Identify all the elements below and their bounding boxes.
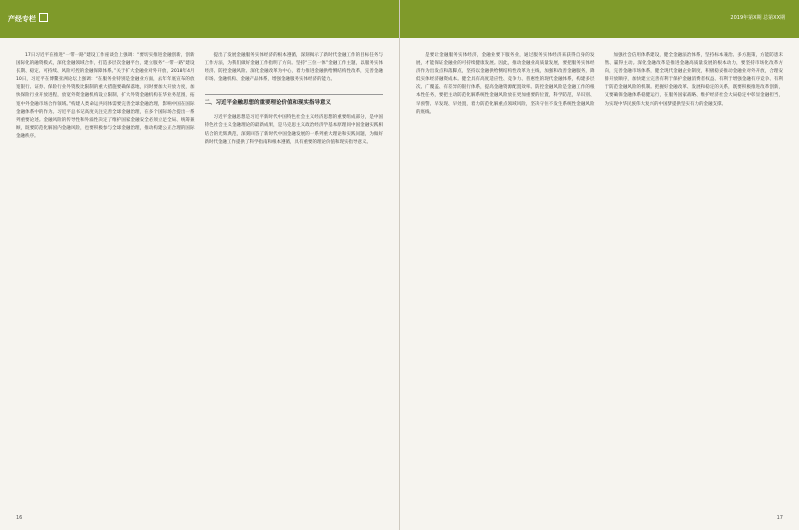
header-bar-right xyxy=(400,0,799,38)
column-brand: 产经专栏 xyxy=(8,13,48,24)
left-column-1: 17日习近平在推进“一带一路”建设工作座谈会上强调：“要切实推进金融创新，创新国际化的融资模式，深化金融领域合作，打造多层次金融平台，建立服务“一带一路”建设长期、稳定、可持续、风险可控的金融保障体系。”关于扩大金融业对外开放，2018年4月10日，习近平在博鳌亚洲论坛上强调：“在服务业特别是金融业方面，去年年底宣布的放宽银行、证券、保险行业外资股比限制的重大措施要确保落地，同时要加大开放力度，加快保险行业开放进程，放宽外资金融机构设立限制，扩大外资金融机构在华业务范围，拓宽中外金融市场合作领域。”构建人类命运共同体需要完善全球金融治理，影响中国在国际金融体系中的作为。习近平总书记高度关注完善全球金融治理，在多个国际场合提出一系列重要论述。金融风险的传导性和外溢性决定了维护国家金融安全必须立足全局、统筹兼顾，既要防范化解国内金融风险，也要积极参与全球金融治理，推动构建公正合理的国际金融秩序。 xyxy=(16,53,195,139)
right-column-1: 是要让金融服务实体经济，金融业要下服务业，通过服务实体经济来获得自身的发展，才能保证金融业的可持续健康发展。因此，推动金融业高质量发展，要把服务实体经济作为出发点和落脚点，坚持以金融供给侧结构性改革为主线，加强和改善金融服务，降低实体经济融资成本。健全具有高度适应性、竞争力、普惠性的现代金融体系，构建多层次、广覆盖、有差异的银行体系，提高金融资源配置效率。防控金融风险是金融工作的根本性任务，要把主动防范化解系统性金融风险放在更加重要的位置，科学防范，早识别、早预警、早发现、早处置，着力防范化解重点领域风险，坚决守住不发生系统性金融风险的底线。 xyxy=(416,53,595,115)
right-page-columns xyxy=(416,52,783,506)
page-number-right: 17 xyxy=(776,515,783,521)
right-column-2: 加强社会信用体系建设，健全金融法治体系，坚持标本兼治、多方施策，方能防患未然、赢得主动。深化金融改革是推进金融高质量发展的根本动力，要坚持市场化改革方向，完善金融市场体系，健全现代金融企业制度，积极稳妥推动金融业对外开放，合理安排开放顺序，加快建立完善有利于保护金融消费者权益、有利于增强金融有序竞争、有利于防范金融风险的机制。把握好金融改革、发展和稳定的关系，既要积极推进改革创新，又要确保金融体系稳健运行，在服务国家战略、维护经济社会大局稳定中彰显金融担当，为实现中华民族伟大复兴的中国梦提供坚实有力的金融支撑。 xyxy=(604,53,783,107)
left-page xyxy=(0,0,399,530)
left-column-2-text: 提出了发展金融服务实体经济的根本遵循，深刻揭示了新时代金融工作的目标任务与工作方法，为我们做好金融工作指明了方向。坚持“三位一体”金融工作主题，以服务实体经济、防控金融风险、深化金融改革为中心，着力推进金融供给侧结构性改革，完善金融市场、金融机构、金融产品体系，增强金融服务实体经济的能力。 xyxy=(204,53,383,83)
header-bar xyxy=(0,0,399,38)
left-column-2-text-after: 习近平金融思想是习近平新时代中国特色社会主义经济思想的重要组成部分，是中国特色社会主义金融理论的最新成果，是马克思主义政治经济学基本原理同中国金融实践相结合的光辉典范，深刻回答了新时代中国金融发展的一系列重大理论和实践问题，为做好新时代金融工作提供了科学指南和根本遵循，具有重要的理论价值和现实指导意义。 xyxy=(204,115,383,145)
left-column-2 xyxy=(205,52,384,506)
brand-square-icon xyxy=(39,13,48,22)
left-page-columns xyxy=(16,52,383,506)
page-number-left: 16 xyxy=(16,515,23,521)
section-heading: 二、习近平金融思想的重要理论价值和现实指导意义 xyxy=(205,94,384,108)
issue-info: 2019年第X期 总第XX期 xyxy=(730,15,785,21)
right-page xyxy=(399,0,799,530)
